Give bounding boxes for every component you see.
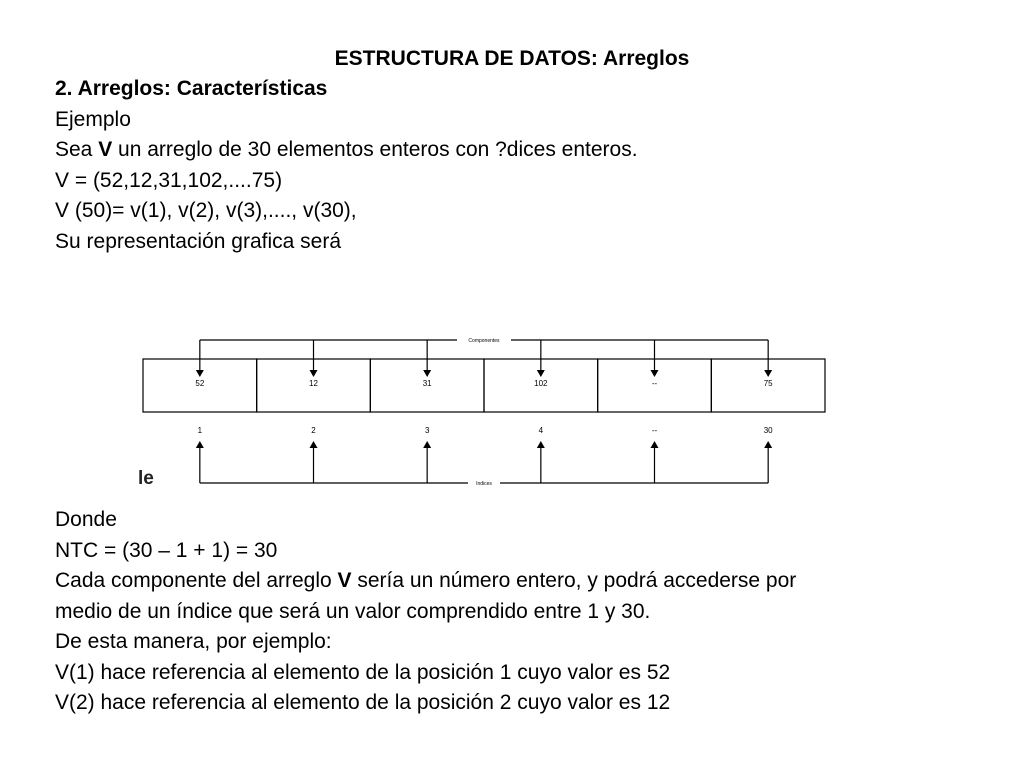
cell-value: 52 xyxy=(195,379,205,388)
section-subtitle: 2. Arreglos: Características xyxy=(55,77,328,100)
intro-section xyxy=(55,74,995,257)
component-arrow-head xyxy=(651,370,659,377)
component-arrow-head xyxy=(310,370,318,377)
indices-label: Indices xyxy=(476,481,492,487)
array-definition: V = (52,12,31,102,....75) xyxy=(55,168,283,192)
index-label: -- xyxy=(651,426,658,435)
example-intro: De esta manera, por ejemplo: xyxy=(55,630,332,653)
components-label: Componentes xyxy=(468,338,500,344)
cut-text-fragment: le xyxy=(138,468,154,489)
cada-prefix: Cada componente del arreglo xyxy=(55,569,338,592)
representation-text: Su representación grafica será xyxy=(55,229,341,253)
array-diagram xyxy=(130,326,830,492)
component-arrow-head xyxy=(764,370,772,377)
index-label: 30 xyxy=(763,426,773,435)
reference-example-1: V(1) hace referencia al elemento de la posición 1 cuyo valor es 52 xyxy=(55,660,671,684)
index-arrow-head xyxy=(537,441,545,448)
index-label: 3 xyxy=(424,426,430,435)
array-variable-bold: V xyxy=(337,569,352,592)
cell-value: 12 xyxy=(309,379,318,388)
index-label: 2 xyxy=(311,426,316,435)
explanation-section xyxy=(55,505,1000,719)
array-element-list: V (50)= v(1), v(2), v(3),...., v(30), xyxy=(55,199,357,222)
cell-value: -- xyxy=(651,379,658,388)
index-arrow-head xyxy=(310,441,318,448)
index-range-text: medio de un índice que será un valor comprendido entre 1 y 30. xyxy=(55,599,651,623)
array-variable: V xyxy=(98,138,113,161)
index-arrow-head xyxy=(764,441,772,448)
donde-heading: Donde xyxy=(55,508,117,531)
slide-title: ESTRUCTURA DE DATOS: Arreglos xyxy=(334,47,690,70)
component-arrow-head xyxy=(196,370,204,377)
index-arrow-head xyxy=(196,441,204,448)
index-arrow-head xyxy=(423,441,431,448)
array-description xyxy=(55,135,995,166)
cell-value: 75 xyxy=(763,379,773,388)
ntc-formula: NTC = (30 – 1 + 1) = 30 xyxy=(55,538,278,562)
component-arrow-head xyxy=(537,370,545,377)
reference-example-2: V(2) hace referencia al elemento de la posición 2 cuyo valor es 12 xyxy=(55,691,671,714)
cell-value: 102 xyxy=(534,379,548,388)
cada-suffix: sería un número entero, y podrá accederse por xyxy=(351,569,797,592)
sea-prefix: Sea xyxy=(55,138,99,161)
component-arrow-head xyxy=(423,370,431,377)
sea-suffix: un arreglo de 30 elementos enteros con ?dices enteros. xyxy=(112,138,638,161)
index-label: 1 xyxy=(197,426,203,435)
component-description xyxy=(55,566,1000,597)
index-label: 4 xyxy=(538,426,544,435)
index-arrow-head xyxy=(651,441,659,448)
cell-value: 31 xyxy=(422,379,432,388)
example-heading: Ejemplo xyxy=(55,107,131,131)
array-diagram-svg xyxy=(130,326,830,492)
